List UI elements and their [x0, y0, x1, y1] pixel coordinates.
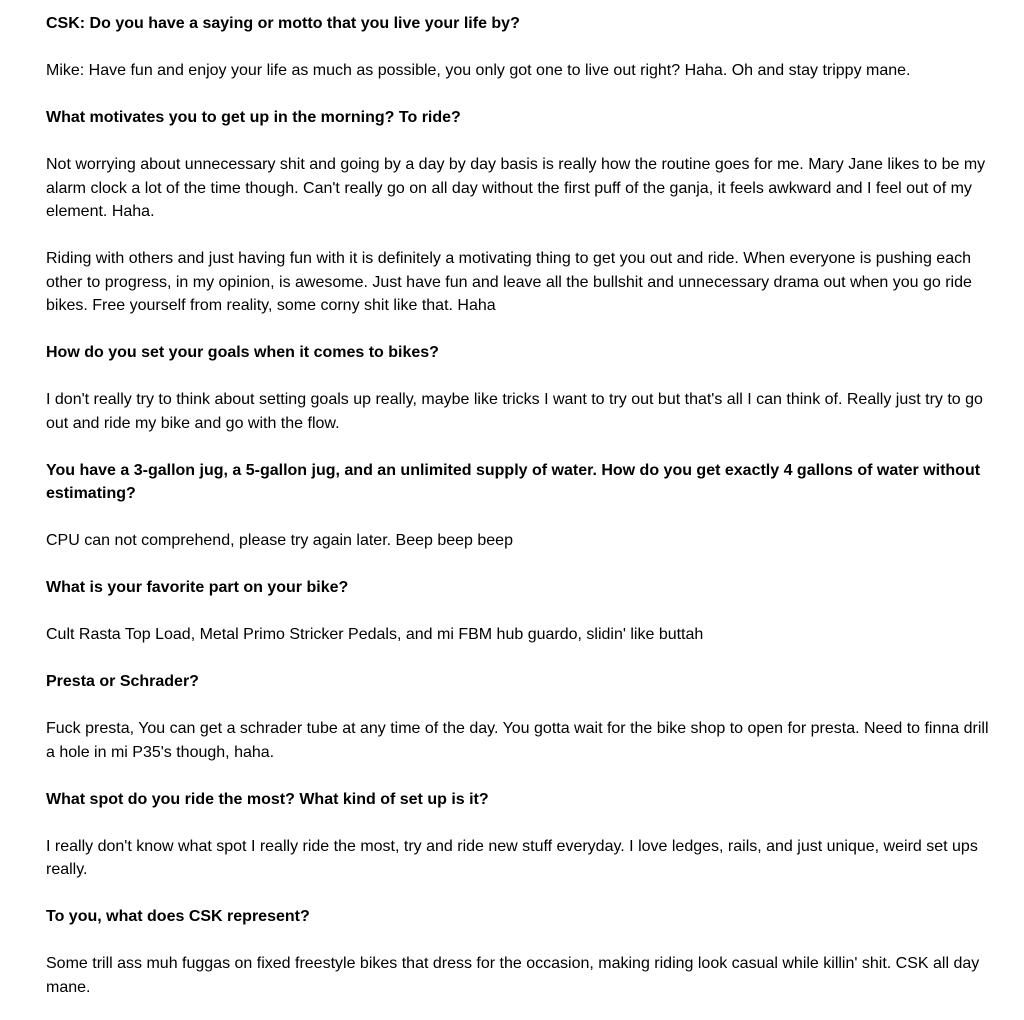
qa-entry-jug-puzzle: [46, 459, 990, 553]
answer-text: Some trill ass muh fuggas on fixed freestyle bikes that dress for the occasion, making riding look casual while killin' shit. CSK all day mane.: [46, 955, 980, 996]
question-text: How do you set your goals when it comes to bikes?: [46, 344, 439, 361]
question-text: Presta or Schrader?: [46, 673, 199, 690]
answer-text: Riding with others and just having fun with it is definitely a motivating thing to get you out and ride. When everyone is pushing each other to progress, in my opinion, is awesome. Just have fun and leave all the bullshit and unnecessary drama out when you go ride bikes. Free yourself from reality, some corny shit like that. Haha: [46, 250, 972, 314]
answer-text: Cult Rasta Top Load, Metal Primo Stricker Pedals, and mi FBM hub guardo, slidin' like buttah: [46, 626, 704, 643]
answer-text: CPU can not comprehend, please try again later. Beep beep beep: [46, 532, 513, 549]
answer-text: Not worrying about unnecessary shit and going by a day by day basis is really how the routine goes for me. Mary Jane likes to be my alarm clock a lot of the time though. Can't really go on all day without the first puff of the ganja, it feels awkward and I feel out of my element. Haha.: [46, 156, 986, 220]
question-text: What is your favorite part on your bike?: [46, 579, 349, 596]
answer-text: Mike: Have fun and enjoy your life as much as possible, you only got one to live out right? Haha. Oh and stay trippy mane.: [46, 62, 911, 79]
question-text: What motivates you to get up in the morning? To ride?: [46, 109, 461, 126]
answer-text: Fuck presta, You can get a schrader tube at any time of the day. You gotta wait for the bike shop to open for presta. Need to finna drill a hole in mi P35's though, haha.: [46, 720, 989, 761]
answer-text: I really don't know what spot I really ride the most, try and ride new stuff everyday. I love ledges, rails, and just unique, weird set ups really.: [46, 837, 978, 878]
qa-entry-motivation: [46, 106, 990, 318]
question-text: To you, what does CSK represent?: [46, 908, 310, 925]
question-text: What spot do you ride the most? What kind of set up is it?: [46, 790, 489, 808]
question-text: You have a 3-gallon jug, a 5-gallon jug, and an unlimited supply of water. How do you get exactly 4 gallons of water without estimating?: [46, 461, 981, 502]
qa-entry-motto: [46, 12, 990, 83]
qa-entry-favorite-part: [46, 576, 990, 647]
qa-entry-csk: [46, 905, 990, 999]
answer-text: I don't really try to think about setting goals up really, maybe like tricks I want to try out but that's all I can think of. Really just try to go out and ride my bike and go with the flow.: [46, 391, 983, 432]
qa-entry-goals: [46, 341, 990, 435]
question-text: CSK: Do you have a saying or motto that you live your life by?: [46, 15, 520, 32]
qa-entry-spot: [46, 788, 990, 882]
qa-entry-valve: [46, 670, 990, 764]
